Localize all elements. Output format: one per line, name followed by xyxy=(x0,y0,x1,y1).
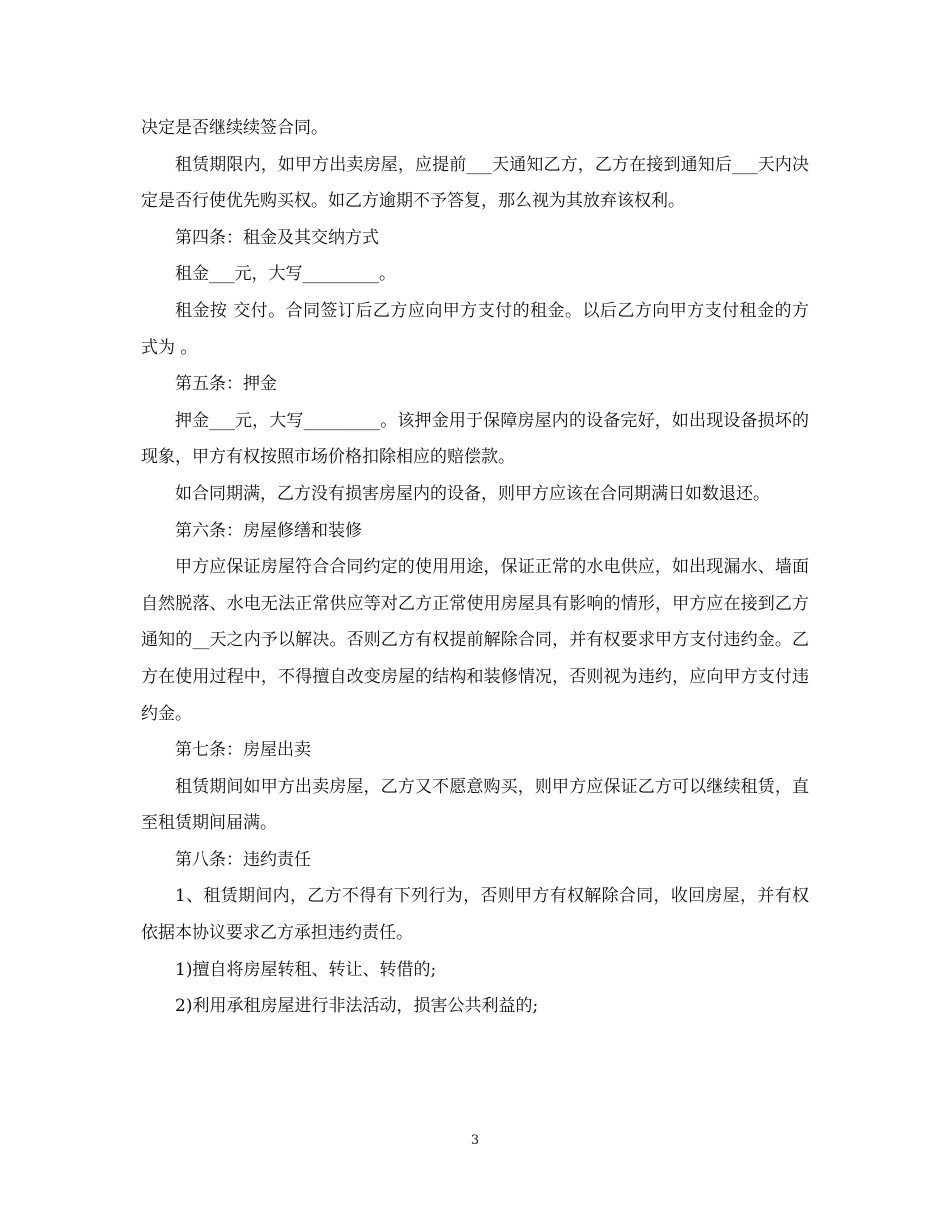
paragraph-deposit-amount: 押金___元，大写_________。该押金用于保障房屋内的设备完好，如出现设备损坏的现象，甲方有权按照市场价格扣除相应的赔偿款。 xyxy=(141,410,809,468)
heading-article-6: 第六条：房屋修缮和装修 xyxy=(175,520,362,541)
paragraph-rent-payment: 租金按 交付。合同签订后乙方应向甲方支付的租金。以后乙方向甲方支付租金的方式为 。 xyxy=(141,300,809,358)
paragraph-repair-obligations: 甲方应保证房屋符合合同约定的使用用途，保证正常的水电供应，如出现漏水、墙面自然脱落、水电无法正常供应等对乙方正常使用房屋具有影响的情形，甲方应在接到乙方通知的__天之内予以解决。否则乙方有权提前解除合同，并有权要求甲方支付违约金。乙方在使用过程中，不得擅自改变房屋的结构和装修情况，否则视为违约，应向甲方支付违约金。 xyxy=(141,557,809,724)
list-item-breach-2: 2)利用承租房屋进行非法活动，损害公共利益的; xyxy=(175,996,539,1017)
heading-article-4: 第四条：租金及其交纳方式 xyxy=(175,227,379,248)
paragraph-house-sale: 租赁期间如甲方出卖房屋，乙方又不愿意购买，则甲方应保证乙方可以继续租赁，直至租赁期间届满。 xyxy=(141,776,809,834)
heading-article-7: 第七条：房屋出卖 xyxy=(175,740,311,761)
heading-article-8: 第八条：违约责任 xyxy=(175,849,311,870)
paragraph-deposit-refund: 如合同期满，乙方没有损害房屋内的设备，则甲方应该在合同期满日如数退还。 xyxy=(175,483,770,504)
paragraph-breach-clause-1: 1、租赁期间内，乙方不得有下列行为，否则甲方有权解除合同，收回房屋，并有权依据本协议要求乙方承担违约责任。 xyxy=(141,886,809,944)
paragraph-renewal-decision: 决定是否继续续签合同。 xyxy=(141,118,328,138)
list-item-breach-1: 1)擅自将房屋转租、转让、转借的; xyxy=(175,959,437,980)
paragraph-rent-amount: 租金___元，大写_________。 xyxy=(175,264,396,285)
paragraph-preemptive-right: 租赁期限内，如甲方出卖房屋，应提前___天通知乙方，乙方在接到通知后___天内决定是否行使优先购买权。如乙方逾期不予答复，那么视为其放弃该权利。 xyxy=(141,154,809,212)
page-number: 3 xyxy=(470,1133,480,1148)
heading-article-5: 第五条：押金 xyxy=(175,374,277,395)
document-body xyxy=(141,110,809,1025)
